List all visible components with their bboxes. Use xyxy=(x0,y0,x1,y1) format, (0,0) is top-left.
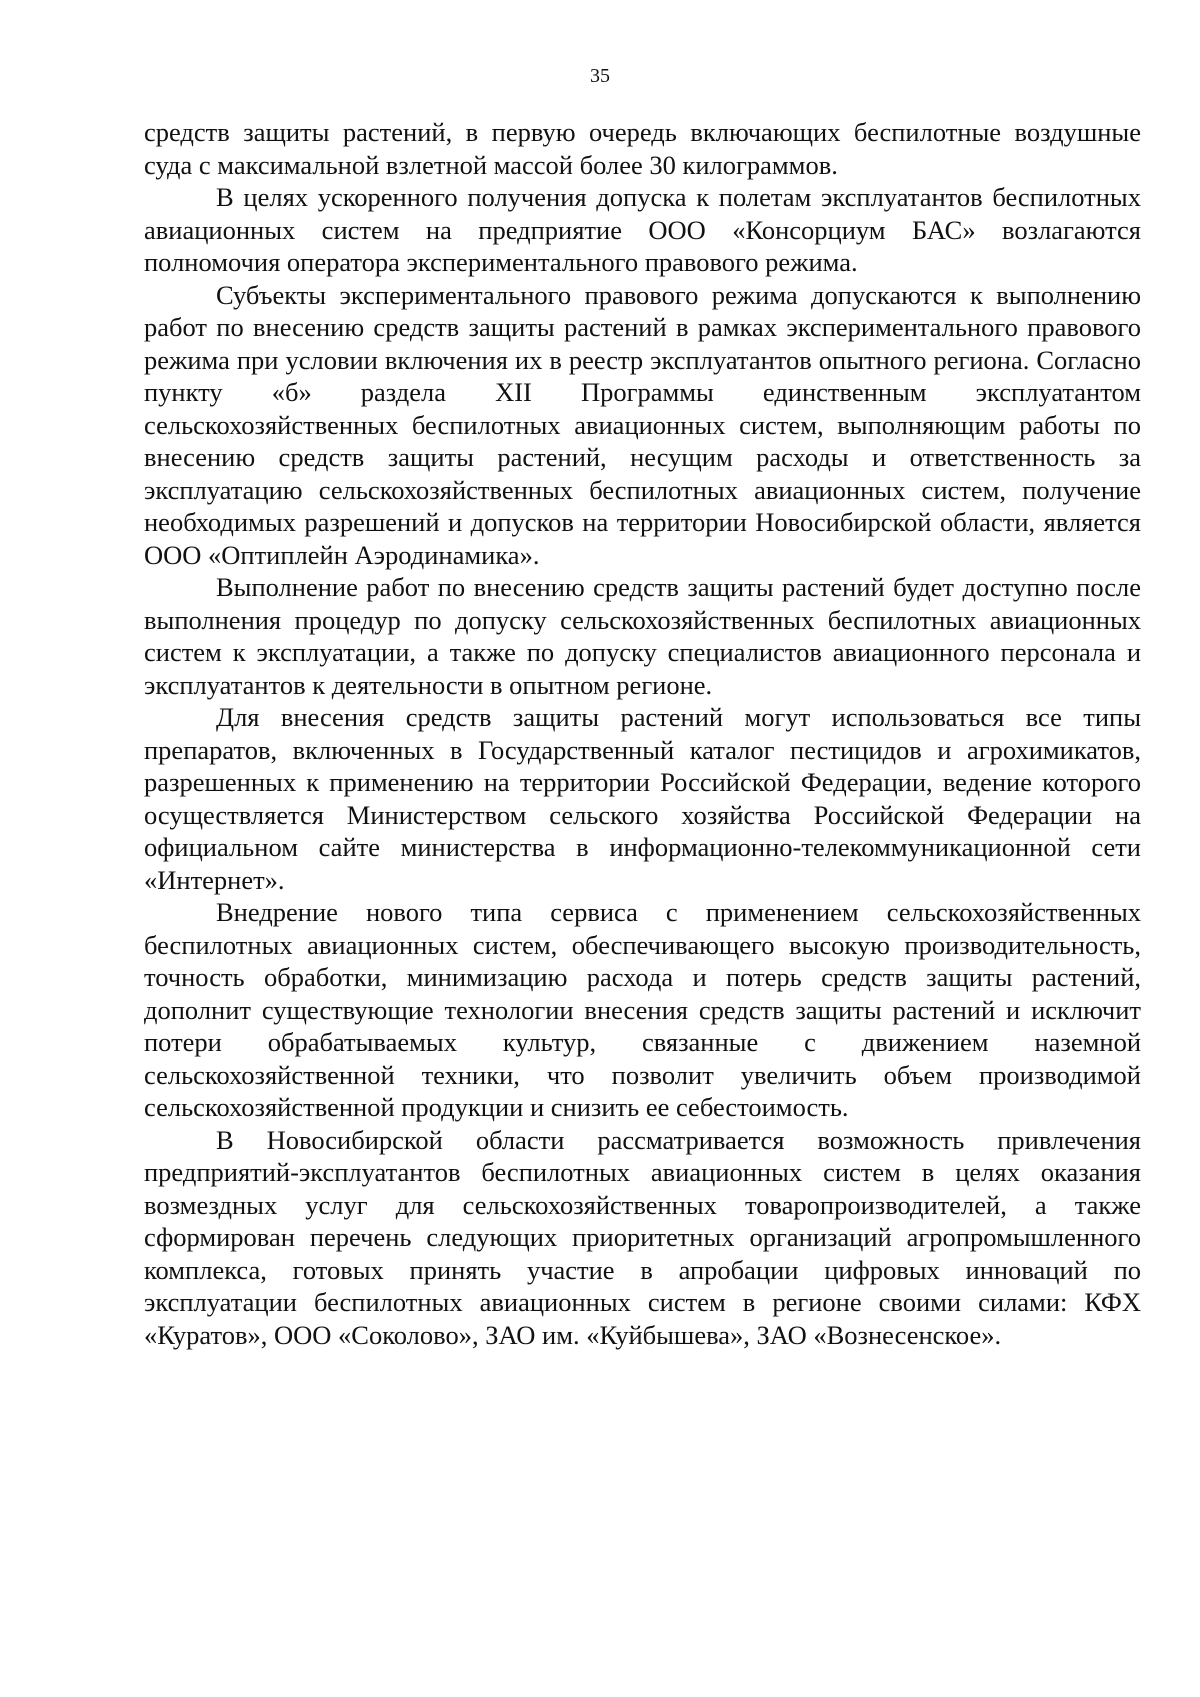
paragraph-operator-assignment: В целях ускоренного получения допуска к полетам эксплуатантов беспилотных авиационных систем на предприятие ООО «Консорциум БАС» возлагаются полномочия оператора экспериментального правового режима. xyxy=(144,182,1141,277)
paragraph-continuation: средств защиты растений, в первую очередь включающих беспилотные воздушные суда с максимальной взлетной массой более 30 килограммов. xyxy=(144,117,1141,180)
paragraph-work-availability: Выполнение работ по внесению средств защиты растений будет доступно после выполнения процедур по допуску сельскохозяйственных беспилотных авиационных систем к эксплуатации, а также по допуску специалистов авиационного персонала и эксплуатантов к деятельности в опытном регионе. xyxy=(144,572,1141,700)
paragraph-service-introduction: Внедрение нового типа сервиса с применением сельскохозяйственных беспилотных авиационных систем, обеспечивающего высокую производительность, точность обработки, минимизацию расхода и потерь средств защиты растений, дополнит существующие технологии внесения средств защиты растений и исключит потери обрабатываемых культур, связанные с движением наземной сельскохозяйственной техники, что позволит увеличить объем производимой сельскохозяйственной продукции и снизить ее себестоимость. xyxy=(144,897,1141,1122)
paragraph-priority-organizations: В Новосибирской области рассматривается возможность привлечения предприятий-эксплуатантов беспилотных авиационных систем в целях оказания возмездных услуг для сельскохозяйственных товаропроизводителей, а также сформирован перечень следующих приоритетных организаций агропромышленного комплекса, готовых принять участие в апробации цифровых инноваций по эксплуатации беспилотных авиационных систем в регионе своими силами: КФХ «Куратов», ООО «Соколово», ЗАО им. «Куйбышева», ЗАО «Вознесенское». xyxy=(144,1124,1141,1350)
page-number: 35 xyxy=(590,65,610,87)
document-body xyxy=(144,116,1141,1351)
paragraph-regime-subjects: Субъекты экспериментального правового режима допускаются к выполнению работ по внесению средств защиты растений в рамках экспериментального правового режима при условии включения их в реестр эксплуатантов опытного региона. Согласно пункту «б» раздела XII Программы единственным эксплуатантом сельскохозяйственных беспилотных авиационных систем, выполняющим работы по внесению средств защиты растений, несущим расходы и ответственность за эксплуатацию сельскохозяйственных беспилотных авиационных систем, получение необходимых разрешений и допусков на территории Новосибирской области, является ООО «Оптиплейн Аэродинамика». xyxy=(144,279,1141,570)
paragraph-preparation-types: Для внесения средств защиты растений могут использоваться все типы препаратов, включенных в Государственный каталог пестицидов и агрохимикатов, разрешенных к применению на территории Российской Федерации, ведение которого осуществляется Министерством сельского хозяйства Российской Федерации на официальном сайте министерства в информационно-телекоммуникационной сети «Интернет». xyxy=(144,702,1141,895)
